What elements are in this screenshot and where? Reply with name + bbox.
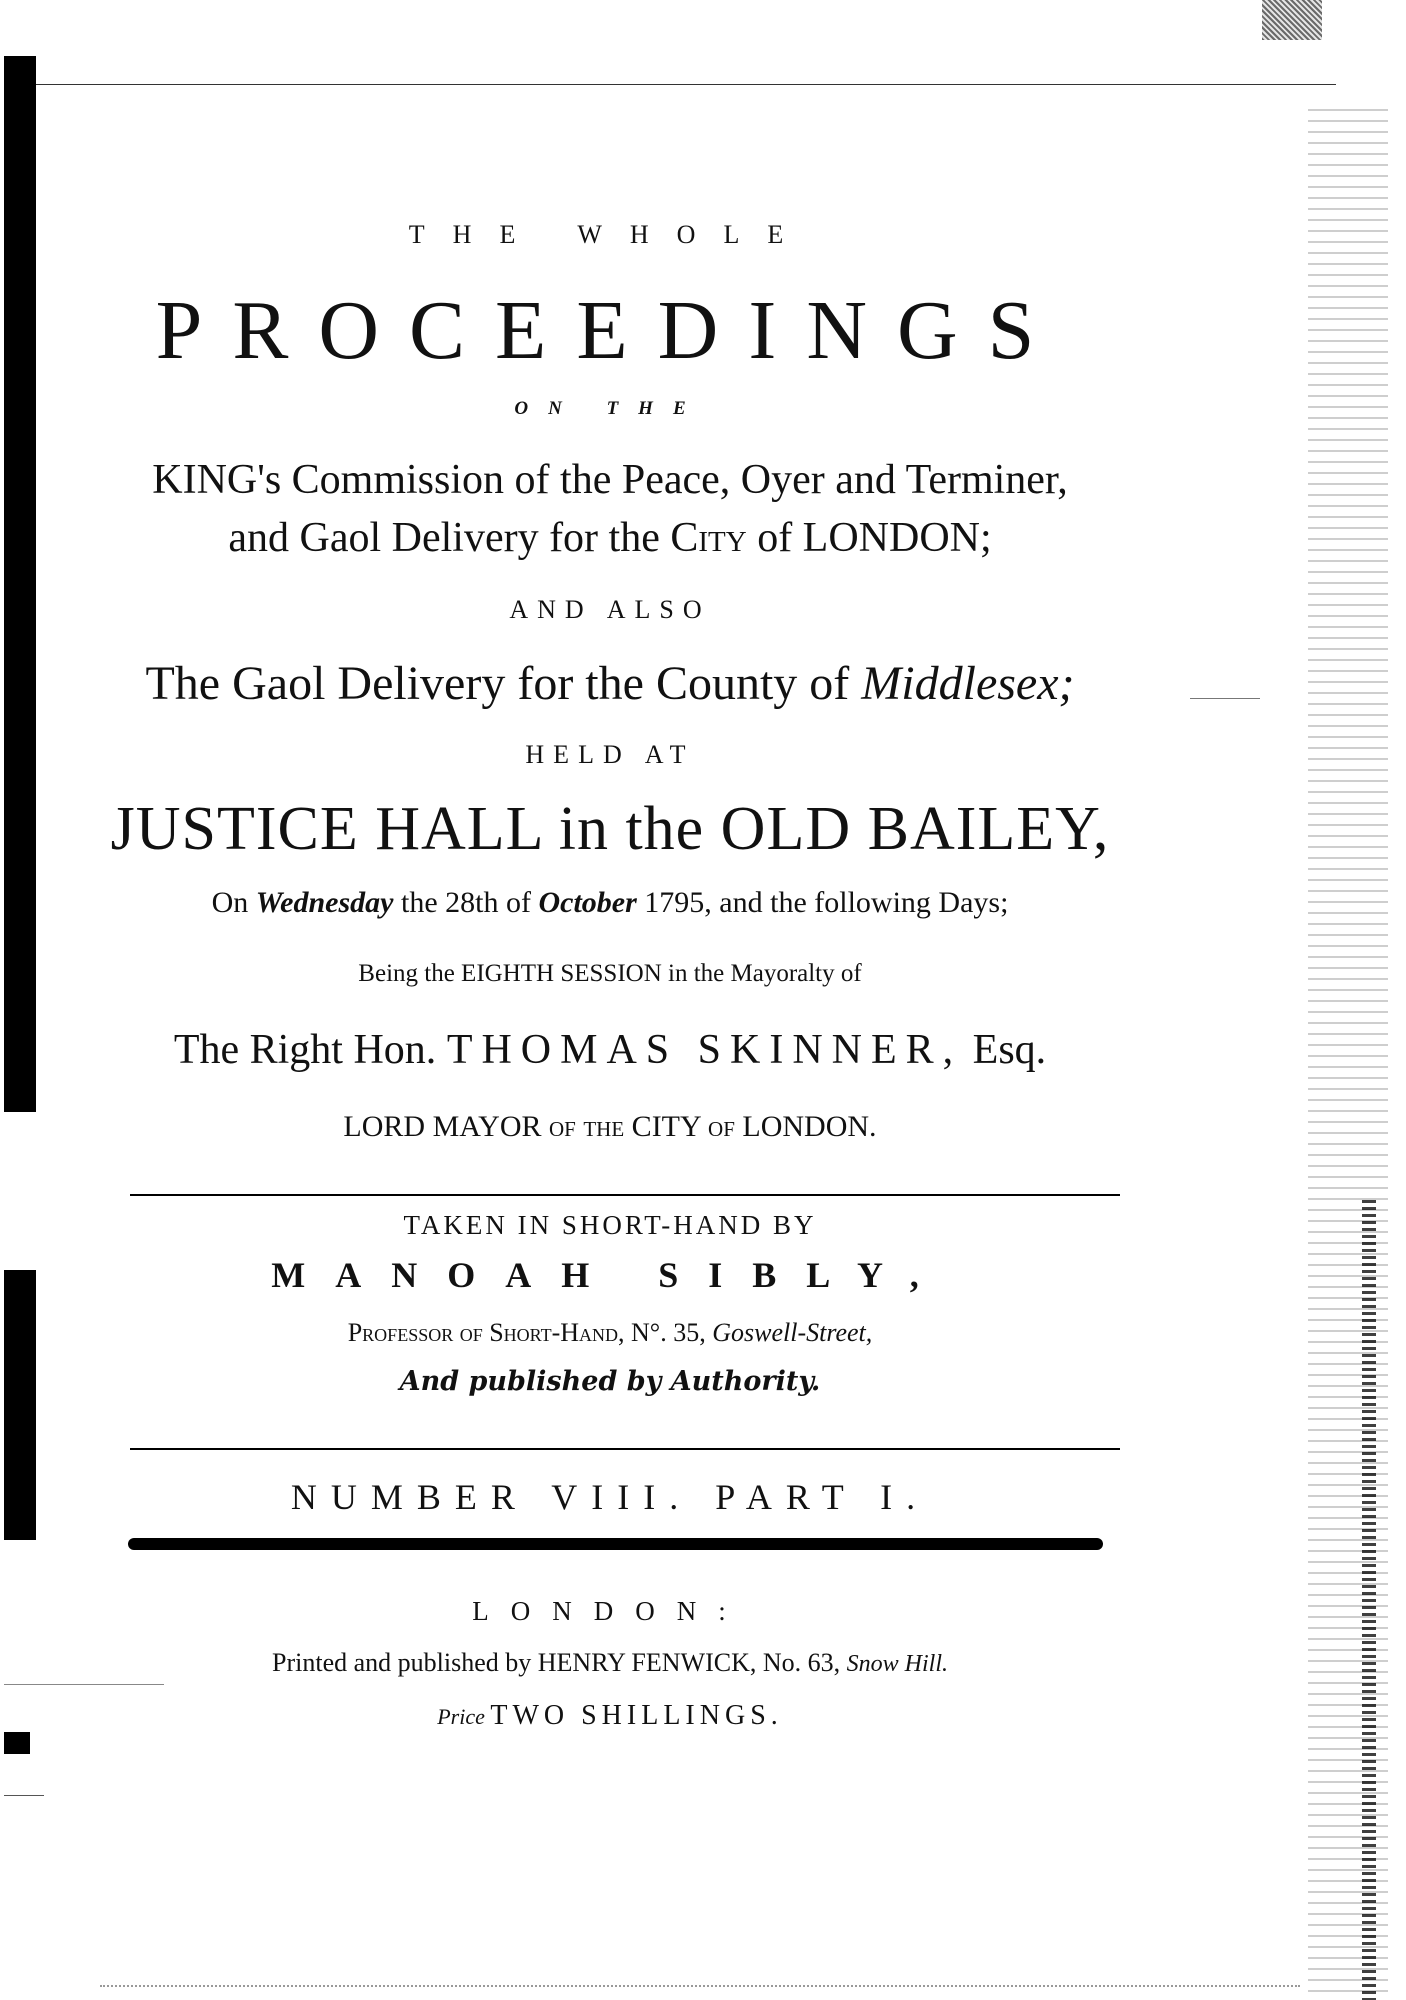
commission-2-part-a: and Gaol Delivery for the xyxy=(228,515,671,561)
commission-2-part-b: City xyxy=(670,515,747,561)
professor-part-a: Professor of Short-Hand, N°. 35, xyxy=(347,1318,713,1347)
page-title: PROCEEDINGS xyxy=(155,284,1065,377)
printed-part-a: Printed and published by HENRY FENWICK, No. 63, xyxy=(272,1648,847,1677)
line-professor xyxy=(100,1318,1120,1348)
line-on-the: ON THE xyxy=(514,398,706,419)
printed-part-b: Snow Hill. xyxy=(846,1651,948,1677)
scan-edge-bar-middle xyxy=(4,1270,36,1540)
line-authority: And published by Authority. xyxy=(399,1366,821,1397)
price-part-a: Price xyxy=(437,1704,491,1729)
line-sibly: MANOAH SIBLY, xyxy=(271,1255,949,1295)
divider-1 xyxy=(130,1194,1120,1196)
scan-edge-bar-top xyxy=(4,56,36,1112)
line-held-at: HELD AT xyxy=(525,740,695,769)
line-number-part: NUMBER VIII. PART I. xyxy=(290,1477,930,1517)
date-part-c: the 28th of xyxy=(393,886,539,919)
scan-edge-bar-bottom xyxy=(4,1732,30,1754)
scan-left-rule-2 xyxy=(4,1795,44,1796)
professor-part-b: Goswell-Street, xyxy=(712,1318,873,1347)
line-date xyxy=(100,886,1120,920)
price-part-b: TWO SHILLINGS. xyxy=(490,1700,783,1731)
line-london: LONDON: xyxy=(472,1596,748,1626)
line-commission-1: KING's Commission of the Peace, Oyer and Terminer, xyxy=(152,457,1068,503)
line-commission-2 xyxy=(100,514,1120,562)
date-part-b: Wednesday xyxy=(255,886,394,919)
scan-right-rule xyxy=(1190,698,1260,699)
line-taken: TAKEN IN SHORT-HAND BY xyxy=(403,1210,817,1240)
line-justice-hall: JUSTICE HALL in the OLD BAILEY, xyxy=(110,795,1110,863)
line-session: Being the EIGHTH SESSION in the Mayoralty of xyxy=(358,960,862,987)
date-part-e: 1795, and the following Days; xyxy=(636,886,1009,919)
scan-top-rule xyxy=(36,84,1336,85)
right-hon-part-a: The Right Hon. xyxy=(173,1027,447,1073)
right-hon-part-b: THOMAS SKINNER, xyxy=(446,1027,963,1073)
line-price xyxy=(100,1700,1120,1732)
right-hon-part-c: Esq. xyxy=(962,1027,1047,1073)
scan-corner-mark xyxy=(1262,0,1322,40)
divider-thick xyxy=(128,1538,1103,1550)
line-right-hon xyxy=(100,1026,1120,1074)
line-gaol-delivery xyxy=(100,656,1120,711)
divider-2 xyxy=(130,1448,1120,1450)
commission-2-part-c: of LONDON; xyxy=(746,515,992,561)
date-part-a: On xyxy=(211,886,256,919)
line-and-also: AND ALSO xyxy=(509,595,711,624)
scan-left-rule-1 xyxy=(4,1684,164,1685)
line-lord-mayor: LORD MAYOR of the CITY of LONDON. xyxy=(343,1110,877,1143)
scan-gutter-right xyxy=(1308,100,1388,2000)
gaol-delivery-part-b: Middlesex; xyxy=(861,657,1075,710)
line-the-whole: THE WHOLE xyxy=(408,220,812,249)
date-part-d: October xyxy=(538,886,637,919)
scan-gutter-dense xyxy=(1362,1200,1376,2000)
scan-bottom-rule xyxy=(100,1985,1300,1987)
gaol-delivery-part-a: The Gaol Delivery for the County of xyxy=(145,657,862,710)
line-printed xyxy=(100,1648,1120,1678)
